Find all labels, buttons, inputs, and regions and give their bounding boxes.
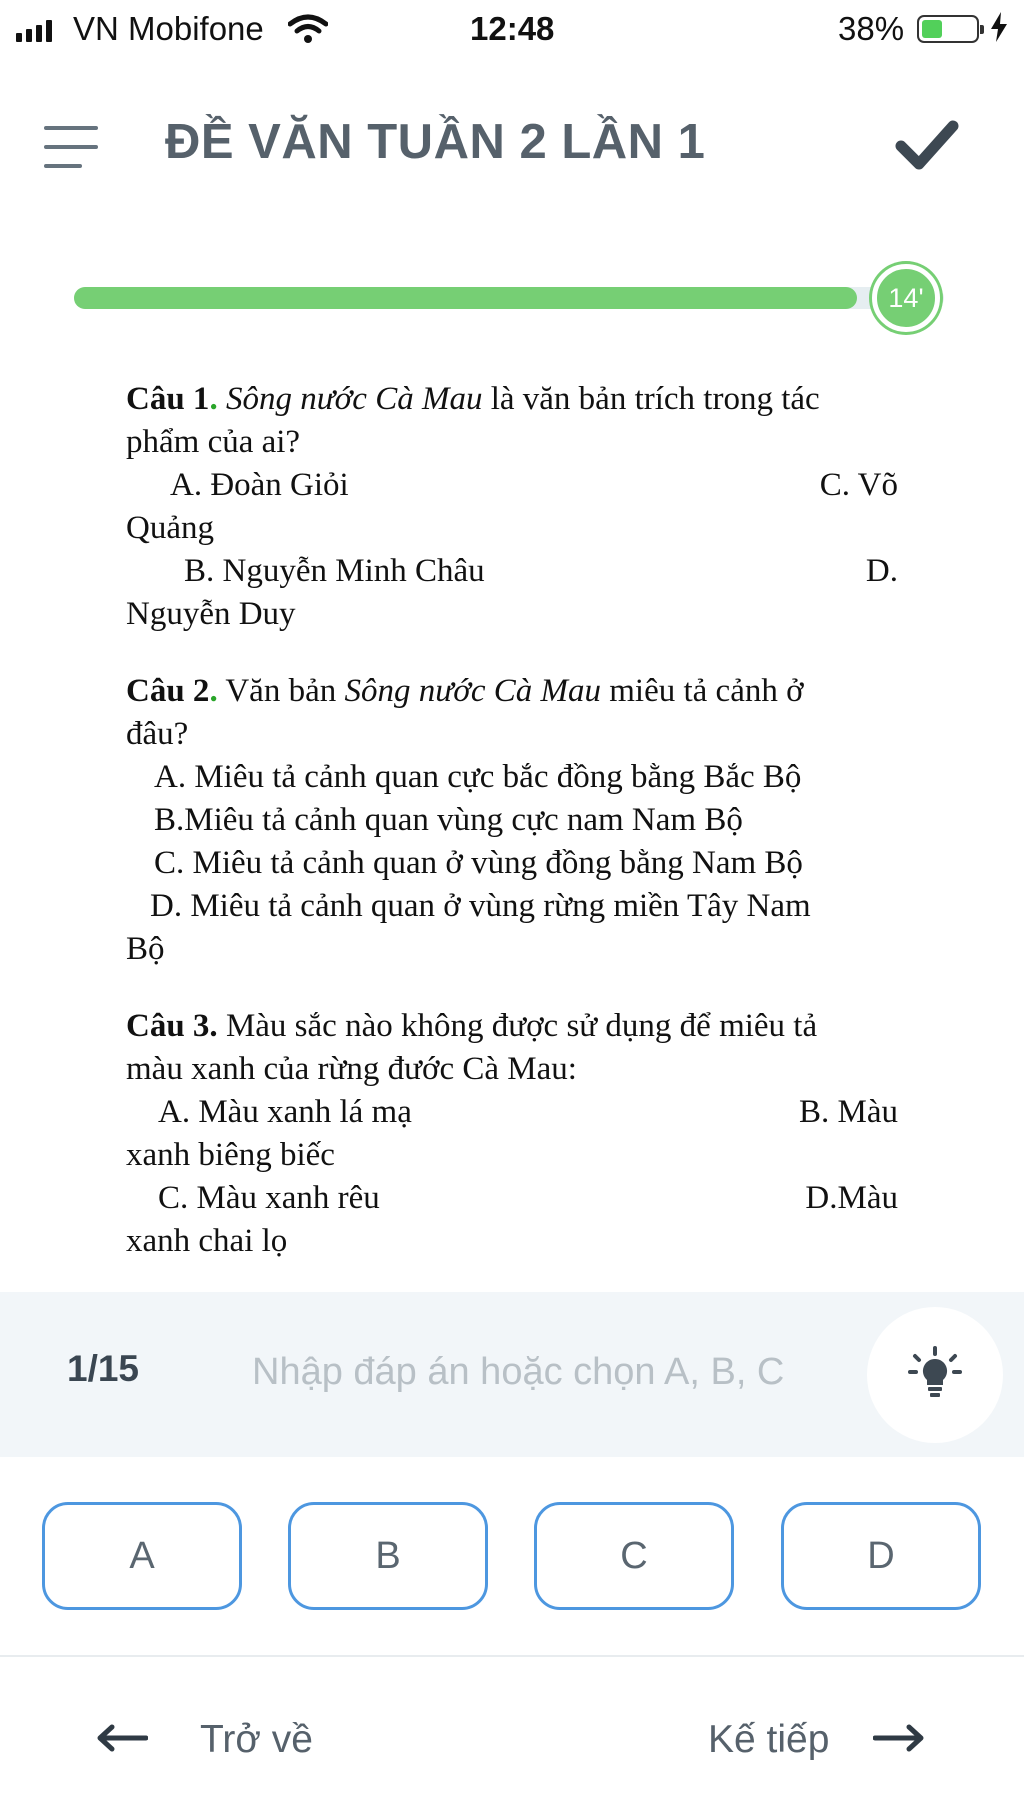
option-d-continued: Nguyễn Duy [126, 596, 296, 632]
option-a-button[interactable]: A [42, 1502, 242, 1610]
option-c: C. Võ [819, 467, 898, 503]
back-button[interactable] [96, 1712, 313, 1768]
clock: 12:48 [470, 10, 555, 47]
status-bar [0, 0, 1024, 58]
next-button[interactable] [708, 1712, 925, 1768]
arrow-left-icon [96, 1723, 148, 1758]
option-d-continued: xanh chai lọ [126, 1223, 288, 1259]
arrow-right-icon [873, 1723, 925, 1758]
work-title: Sông nước Cà Mau [344, 673, 601, 709]
question-text: đâu? [126, 716, 189, 752]
divider [0, 1655, 1024, 1657]
option-b: B. Màu [799, 1094, 898, 1130]
signal-icon [16, 20, 52, 42]
question-document [126, 378, 898, 1297]
battery-icon [917, 15, 979, 43]
menu-icon[interactable] [44, 126, 98, 168]
question-text: màu xanh của rừng đước Cà Mau: [126, 1051, 577, 1087]
charging-icon [990, 12, 1008, 50]
question-text: miêu tả cảnh ở [609, 673, 804, 709]
option-d-continued: Bộ [126, 931, 165, 967]
question-1 [126, 378, 898, 636]
option-a: A. Miêu tả cảnh quan cực bắc đồng bằng Bắc Bộ [154, 759, 802, 795]
carrier-name: VN Mobifone [73, 10, 264, 47]
option-c: C. Miêu tả cảnh quan ở vùng đồng bằng Nam Bộ [154, 845, 803, 881]
question-text: Văn bản [225, 673, 337, 709]
check-icon[interactable] [895, 118, 959, 172]
page-title: ĐỀ VĂN TUẦN 2 LẦN 1 [165, 115, 706, 169]
option-b-button[interactable]: B [288, 1502, 488, 1610]
option-d: D.Màu [805, 1180, 898, 1216]
option-c-continued: Quảng [126, 510, 214, 546]
question-dot: . [209, 381, 218, 417]
question-2 [126, 670, 898, 971]
question-text: phẩm của ai? [126, 424, 301, 460]
question-number: Câu 3. [126, 1008, 218, 1044]
option-b: B. Nguyễn Minh Châu [184, 553, 485, 589]
option-b: B.Miêu tả cảnh quan vùng cực nam Nam Bộ [154, 802, 743, 838]
answer-bar [0, 1292, 1024, 1457]
answer-input[interactable] [250, 1336, 834, 1408]
option-b-continued: xanh biêng biếc [126, 1137, 335, 1173]
question-number: Câu 2 [126, 673, 210, 709]
question-number: Câu 1 [126, 381, 210, 417]
work-title: Sông nước Cà Mau [225, 381, 483, 417]
time-progress-fill [74, 287, 857, 309]
question-text: là văn bản trích trong tác [490, 381, 820, 417]
option-d: D. [865, 553, 898, 589]
time-progress-bar [74, 287, 944, 309]
option-a: A. Đoàn Giỏi [170, 467, 349, 503]
option-d: D. Miêu tả cảnh quan ở vùng rừng miền Tây Nam [150, 888, 811, 924]
lightbulb-icon [907, 1345, 963, 1406]
battery-percent: 38% [838, 10, 905, 47]
option-buttons [42, 1502, 984, 1610]
option-d-button[interactable]: D [781, 1502, 981, 1610]
question-text: Màu sắc nào không được sử dụng để miêu tả [225, 1008, 818, 1044]
header [0, 58, 1024, 228]
question-3 [126, 1005, 898, 1263]
next-label: Kế tiếp [708, 1718, 830, 1761]
question-dot: . [209, 673, 218, 709]
hint-button[interactable] [867, 1307, 1003, 1443]
option-c-button[interactable]: C [534, 1502, 734, 1610]
wifi-icon [288, 14, 328, 52]
timer-badge: 14' [872, 264, 940, 332]
option-a: A. Màu xanh lá mạ [158, 1094, 412, 1130]
back-label: Trở về [200, 1718, 313, 1761]
question-counter: 1/15 [67, 1348, 140, 1389]
option-c: C. Màu xanh rêu [158, 1180, 380, 1216]
